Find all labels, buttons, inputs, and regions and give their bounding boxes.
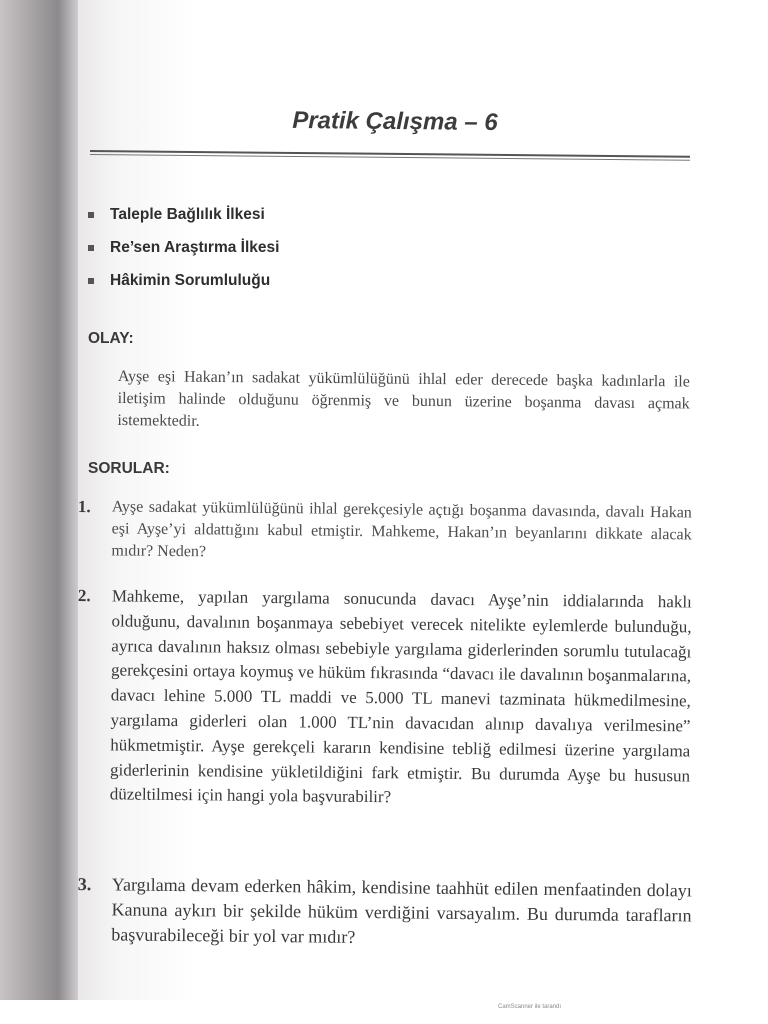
question-item xyxy=(76,584,692,814)
sorular-heading: SORULAR: xyxy=(88,460,170,477)
square-bullet-icon xyxy=(88,245,94,251)
question-item xyxy=(77,872,692,953)
topic-item xyxy=(88,198,408,231)
olay-heading: OLAY: xyxy=(88,330,134,347)
question-text: Mahkeme, yapılan yargılama sonucunda davacı Ayşe’nin iddialarında haklı olduğunu, davalının boşanmaya sebebiyet verecek nitelikte eylemlerde bulunduğu, ayrıca davalının haksız olması sebebiyle yargılama giderlerinden sorumlu tutulacağı gerekçesini ortaya koymuş ve hüküm fıkrasında “davacı ile davalının boşanmalarına, davacı lehine 5.000 TL maddi ve 5.000 TL manevi tazminata hükmedilmesine, yargılama giderleri olan 1.000 TL’nin davacıdan alınıp davalıya verilmesine” hükmetmiştir. Ayşe gerekçeli kararın kendisine tebliğ edilmesi üzerine yargılama giderlerinin kendisine yükletildiğini fark etmiştir. Bu durumda Ayşe bu hususun düzeltilmesi için hangi yola başvurabilir? xyxy=(109,586,692,807)
topic-item xyxy=(88,264,408,297)
square-bullet-icon xyxy=(88,212,94,218)
scan-bottom-margin xyxy=(0,1000,768,1024)
page-title: Pratik Çalışma – 6 xyxy=(292,106,498,137)
topic-label: Taleple Bağlılık İlkesi xyxy=(110,205,265,223)
square-bullet-icon xyxy=(88,278,94,284)
question-text: Ayşe sadakat yükümlülüğünü ihlal gerekçesiyle açtığı boşanma davasında, davalı Hakan eşi Ayşe’yi aldattığını kabul etmiştir. Mahkeme, Hakan’ın beyanlarını dikkate alacak mıdır? Neden? xyxy=(111,498,692,561)
topic-label: Re’sen Araştırma İlkesi xyxy=(110,238,280,256)
olay-paragraph: Ayşe eşi Hakan’ın sadakat yükümlülüğünü ihlal eder derecede başka kadınlarla ile iletişim halinde olduğunu öğrenmiş ve bunun üzerine boşanma davası açmak istemektedir. xyxy=(117,367,690,430)
question-number: 1. xyxy=(77,496,91,517)
question-number: 2. xyxy=(77,585,91,606)
topic-item xyxy=(88,231,408,264)
topic-label: Hâkimin Sorumluluğu xyxy=(110,271,271,289)
question-text: Yargılama devam ederken hâkim, kendisine taahhüt edilen menfaatinden dolayı Kanuna aykırı bir şekilde hüküm verdiğini varsayalım. Bu durumda tarafların başvurabileceği bir yol var mıdır? xyxy=(111,874,692,947)
topic-list xyxy=(88,198,408,297)
question-number: 3. xyxy=(77,873,92,895)
question-item xyxy=(77,496,692,568)
scanner-watermark: CamScanner ile tarandı xyxy=(498,1004,562,1010)
